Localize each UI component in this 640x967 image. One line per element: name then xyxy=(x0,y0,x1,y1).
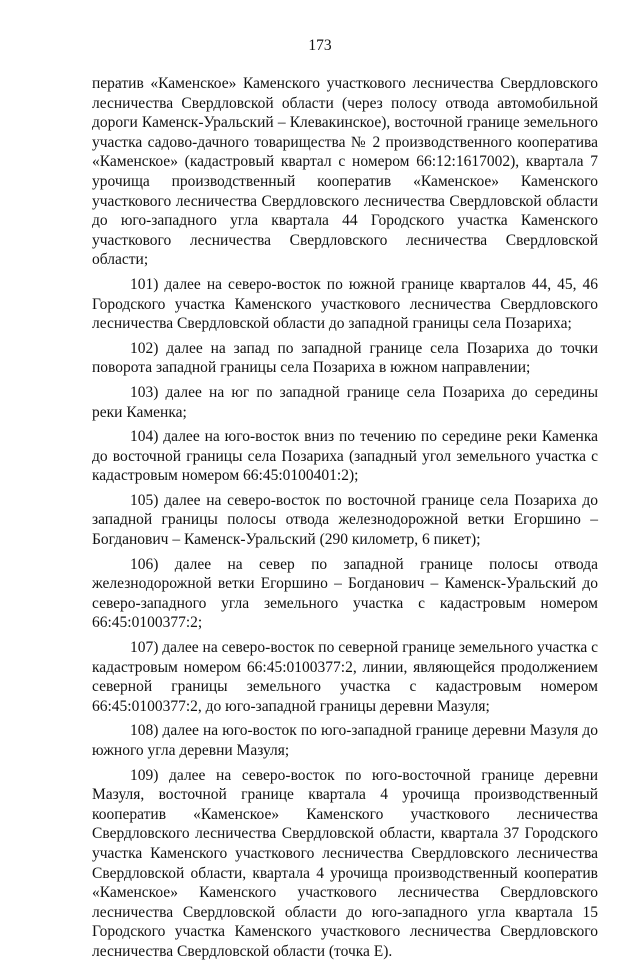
paragraph-item-108: 108) далее на юго-восток по юго-западной границе деревни Мазуля до южного угла деревни Мазуля; xyxy=(92,722,598,759)
paragraph-item-106: 106) далее на север по западной границе полосы отвода железнодорожной ветки Егоршино – Богданович – Каменск-Уральский до северо-западного угла земельного участка с кадастровым номером 66:45:0100377:2; xyxy=(92,555,598,632)
paragraph-item-109: 109) далее на северо-восток по юго-восточной границе деревни Мазуля, восточной границе квартала 4 урочища производственный кооператив «Каменское» Каменского участкового лесничества Свердловского лесничества Свердловской области, квартала 37 Городского участка Каменского участкового лесничества Свердловского лесничества Свердловской области, квартала 4 урочища производственный кооператив «Каменское» Каменского участкового лесничества Свердловского лесничества Свердловской области до юго-западного угла квартала 15 Городского участка Каменского участкового лесничества Свердловского лесничества Свердловской области (точка Е). xyxy=(92,766,598,960)
document-body xyxy=(92,74,598,967)
paragraph-item-105: 105) далее на северо-восток по восточной границе села Позариха до западной границы полосы отвода железнодорожной ветки Егоршино – Богданович – Каменск-Уральский (290 километр, 6 пикет); xyxy=(92,491,598,549)
paragraph-item-103: 103) далее на юг по западной границе села Позариха до середины реки Каменка; xyxy=(92,383,598,421)
page-number: 173 xyxy=(308,37,332,54)
paragraph-item-107: 107) далее на северо-восток по северной границе земельного участка с кадастровым номером 66:45:0100377:2, линии, являющейся продолжением северной границы земельного участка с кадастровым номером 66:45:0100377:2, до юго-западной границы деревни Мазуля; xyxy=(92,639,598,715)
paragraph-item-104: 104) далее на юго-восток вниз по течению по середине реки Каменка до восточной границы села Позариха (западный угол земельного участка с кадастровым номером 66:45:0100401:2); xyxy=(92,428,598,485)
paragraph-continuation: ператив «Каменское» Каменского участкового лесничества Свердловского лесничества Свердловской области (через полосу отвода автомобильной дороги Каменск-Уральский – Клевакинское), восточной границе земельного участка садово-дачного товарищества № 2 производственного кооператива «Каменское» (кадастровый квартал с номером 66:12:1617002), квартала 7 урочища производственный кооператив «Каменское» Каменского участкового лесничества Свердловского лесничества Свердловской области до юго-западного угла квартала 44 Городского участка Каменского участкового лесничества Свердловского лесничества Свердловской области; xyxy=(92,75,598,269)
paragraph-item-102: 102) далее на запад по западной границе села Позариха до точки поворота западной границы села Позариха в южном направлении; xyxy=(92,339,598,377)
paragraph-item-101: 101) далее на северо-восток по южной границе кварталов 44, 45, 46 Городского участка Каменского участкового лесничества Свердловского лесничества Свердловской области до западной границы села Позариха; xyxy=(92,275,598,333)
